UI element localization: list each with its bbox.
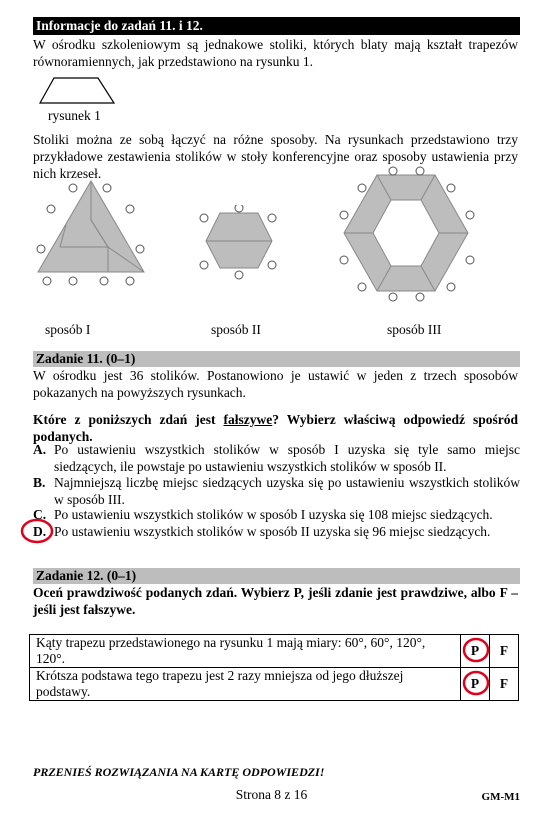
false-option-2[interactable]: F — [490, 668, 519, 701]
option-d-letter: D. — [33, 524, 47, 539]
option-a-letter: A. — [33, 442, 47, 457]
figure1-caption: rysunek 1 — [48, 108, 101, 123]
true-option-2[interactable]: P — [461, 668, 490, 701]
page-number: Strona 8 z 16 — [235, 787, 308, 802]
option-c-text: Po ustawieniu wszystkich stolików w sposób I uzyska się 108 miejsc siedzących. — [54, 507, 493, 522]
statement-2: Krótsza podstawa tego trapezu jest 2 razy mniejsza od jego dłuższej podstawy. — [30, 668, 461, 701]
arrangement-way1-figure — [30, 175, 150, 290]
caption-way3: sposób III — [387, 322, 442, 337]
option-b-text: Najmniejszą liczbę miejsc siedzących uzyska się po ustawieniu wszystkich stolików w sposób III. — [54, 475, 520, 507]
statement-1: Kąty trapezu przedstawionego na rysunku 1 mają miary: 60°, 60°, 120°, 120°. — [30, 635, 461, 668]
task11-header: Zadanie 11. (0–1) — [33, 351, 520, 367]
option-b-letter: B. — [33, 475, 46, 490]
option-c[interactable] — [33, 506, 520, 523]
option-b[interactable] — [33, 474, 520, 508]
option-d-text: Po ustawieniu wszystkich stolików w sposób II uzyska się 96 miejsc siedzących. — [54, 524, 491, 539]
true-option-1[interactable]: P — [461, 635, 490, 668]
table-row — [30, 668, 519, 701]
task12-header: Zadanie 12. (0–1) — [33, 568, 520, 584]
trapezoid-figure — [38, 76, 118, 106]
arrangement-way3-figure — [327, 163, 487, 303]
intro-text: W ośrodku szkoleniowym są jednakowe stoliki, których blaty mają kształt trapezów równoramiennych, jak przedstawiono na rysunku 1. — [33, 37, 518, 69]
task12-instruction: Oceń prawdziwość podanych zdań. Wybierz P, jeśli zdanie jest prawdziwe, albo F – jeśli jest fałszywe. — [33, 585, 518, 617]
option-a[interactable] — [33, 441, 520, 475]
answer-mark-circle — [461, 669, 491, 697]
answer-mark-circle — [461, 636, 491, 664]
table-row — [30, 635, 519, 668]
info-header: Informacje do zadań 11. i 12. — [33, 17, 520, 35]
false-option-1[interactable]: F — [490, 635, 519, 668]
option-a-text: Po ustawieniu wszystkich stolików w sposób I uzyska się tyle samo miejsc siedzących, ile powstaje po ustawieniu wszystkich stolików w sposób II. — [54, 442, 520, 474]
option-d[interactable] — [33, 523, 520, 540]
arrangement-way2-figure — [190, 205, 290, 280]
answer-mark-circle — [19, 517, 55, 545]
true-false-table — [29, 634, 519, 701]
caption-way1: sposób I — [45, 322, 91, 337]
exam-code: GM-M1 — [481, 791, 520, 803]
task11-text: W ośrodku jest 36 stolików. Postanowiono je ustawić w jeden z trzech sposobów pokazanych na powyższych rysunkach. — [33, 368, 518, 400]
arrangements-text: Stoliki można ze sobą łączyć na różne sposoby. Na rysunkach przedstawiono trzy przykładowe zestawienia stolików w stoły konferencyjne oraz sposoby ustawienia przy nich krzeseł. — [33, 132, 518, 181]
task11-question: Które z poniższych zdań jest fałszywe? Wybierz właściwą odpowiedź spośród podanych. — [33, 412, 519, 444]
option-c-letter: C. — [33, 507, 47, 522]
caption-way2: sposób II — [211, 322, 261, 337]
footer-note: PRZENIEŚ ROZWIĄZANIA NA KARTĘ ODPOWIEDZI! — [33, 765, 325, 779]
